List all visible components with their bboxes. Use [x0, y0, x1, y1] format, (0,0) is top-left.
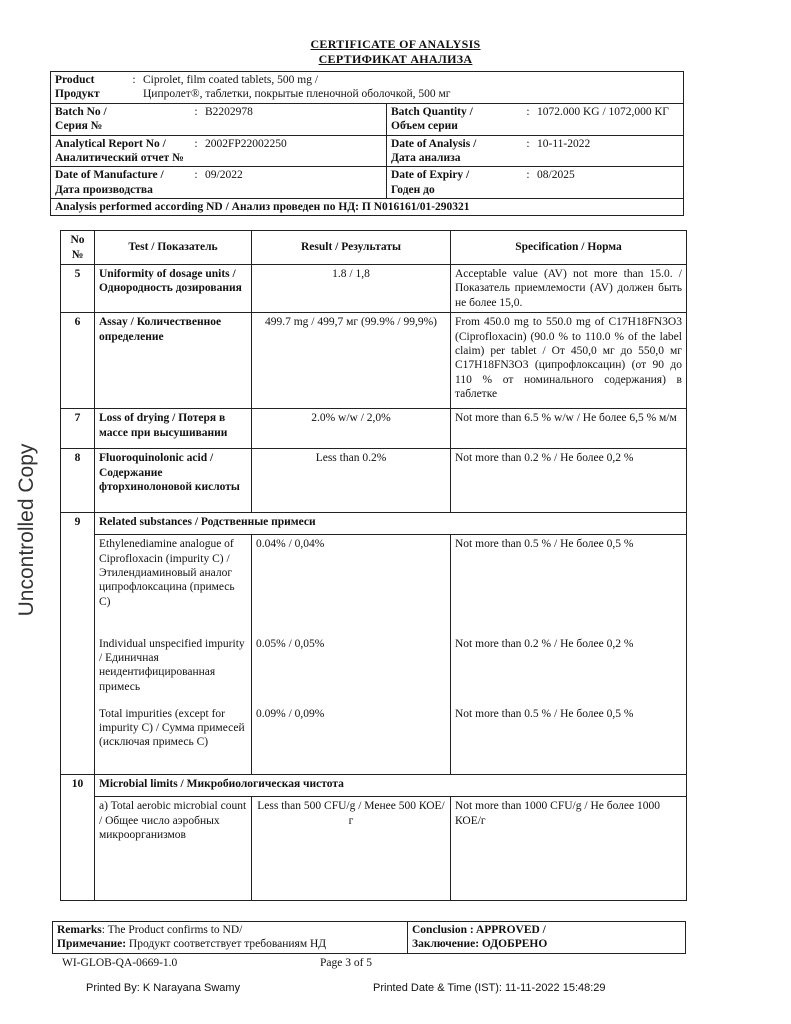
related-substances-title-row: 9 Related substances / Родственные примеси — [61, 513, 687, 535]
table-row: 5 Uniformity of dosage units / Однородность дозирования 1.8 / 1,8 Acceptable value (AV) not more than 15.0. / Показатель приемлемости (AV) должен быть не более 15,0. — [61, 265, 687, 313]
batch-row: Batch No / Серия № : B2202978 Batch Quantity / Объем серии : 1072.000 KG / 1072,000 КГ — [51, 104, 683, 136]
printed-date-time: Printed Date & Time (IST): 11-11-2022 15:48:29 — [373, 982, 606, 994]
table-row: 6 Assay / Количественное определение 499.7 mg / 499,7 мг (99.9% / 99,9%) From 450.0 mg to 550.0 mg of C17H18FN3O3 (Ciprofloxacin) (90.0 % to 110.0 % of the label claim) per tablet / От 450,0 мг до 550,0 мг C17H18FN3O3 (ципрофлоксацин) (от 90 до 110 % от номинального содержания) в таблетке — [61, 313, 687, 409]
header-block — [50, 71, 684, 216]
product-value-ru: Ципролет®, таблетки, покрытые пленочной оболочкой, 500 мг — [143, 88, 451, 101]
performed-according-note: Analysis performed according ND / Анализ проведен по НД: П N016161/01-290321 — [55, 201, 470, 213]
document-title — [0, 37, 791, 67]
table-row: 8 Fluoroquinolonic acid / Содержание фторхинолоновой кислоты Less than 0.2% Not more than 0.2 % / Не более 0,2 % — [61, 449, 687, 513]
title-en: CERTIFICATE OF ANALYSIS — [310, 37, 481, 51]
uncontrolled-copy-watermark: Uncontrolled Copy — [14, 443, 38, 617]
product-value-en: Ciprolet, film coated tablets, 500 mg / — [143, 74, 319, 86]
remarks-text-ru: Продукт соответствует требованиям НД — [126, 938, 327, 951]
analysis-date-value: 10-11-2022 — [537, 137, 591, 150]
conclusion-en: Conclusion : APPROVED / — [412, 924, 546, 936]
printed-by: Printed By: K Narayana Swamy — [86, 982, 241, 994]
table-header-row — [61, 231, 687, 265]
batch-quantity-value: 1072.000 KG / 1072,000 КГ — [537, 105, 669, 118]
col-no: No № — [61, 231, 95, 265]
table-row: Total impurities (except for impurity C) / Сумма примесей (исключая примесь C) 0.09% / 0,09% Not more than 0.5 % / Не более 0,5 % — [61, 705, 687, 775]
table-row: Ethylenediamine analogue of Ciprofloxacin (impurity C) / Этилендиаминовый аналог ципрофлоксацина (примесь C) 0.04% / 0,04% Not more than 0.5 % / Не более 0,5 % — [61, 535, 687, 635]
product-label-ru: Продукт — [55, 88, 100, 101]
microbial-limits-title-row: 10 Microbial limits / Микробиологическая чистота — [61, 775, 687, 797]
remarks-block — [52, 921, 686, 954]
col-spec: Specification / Норма — [451, 231, 687, 265]
col-test: Test / Показатель — [95, 231, 252, 265]
report-row: Analytical Report No / Аналитический отчет № : 2002FP22002250 Date of Analysis / Дата анализа : 10-11-2022 — [51, 136, 683, 168]
expiry-date-value: 08/2025 — [537, 169, 575, 182]
manufacture-date-value: 09/2022 — [205, 169, 243, 182]
product-row: Product Продукт : Ciprolet, film coated tablets, 500 mg / Ципролет®, таблетки, покрытые пленочной оболочкой, 500 мг — [51, 72, 683, 104]
page-number: Page 3 of 5 — [320, 957, 373, 969]
results-table — [60, 230, 687, 901]
conclusion — [408, 922, 685, 953]
remarks-label: Remarks — [57, 924, 102, 936]
document-reference: WI-GLOB-QA-0669-1.0 — [62, 957, 178, 969]
title-ru: СЕРТИФИКАТ АНАЛИЗА — [318, 52, 473, 66]
table-row: Individual unspecified impurity / Единичная неидентифицированная примесь 0.05% / 0,05% Not more than 0.2 % / Не более 0,2 % — [61, 635, 687, 705]
remarks-text-en: : The Product confirms to ND/ — [101, 924, 243, 936]
table-row: a) Total aerobic microbial count / Общее число аэробных микроорганизмов Less than 500 CFU/g / Менее 500 КОЕ/г Not more than 1000 CFU/g / Не более 1000 КОЕ/г — [61, 797, 687, 901]
batch-no-value: B2202978 — [205, 105, 253, 118]
product-label-en: Product — [55, 74, 95, 86]
remarks-label-ru: Примечание: — [57, 938, 127, 951]
table-row: 7 Loss of drying / Потеря в массе при высушивании 2.0% w/w / 2,0% Not more than 6.5 % w/w / Не более 6,5 % м/м — [61, 409, 687, 449]
conclusion-ru: Заключение: ОДОБРЕНО — [412, 938, 548, 951]
dates-row: Date of Manufacture / Дата производства : 09/2022 Date of Expiry / Годен до : 08/2025 — [51, 167, 683, 199]
report-no-value: 2002FP22002250 — [205, 137, 287, 150]
col-result: Result / Результаты — [252, 231, 451, 265]
